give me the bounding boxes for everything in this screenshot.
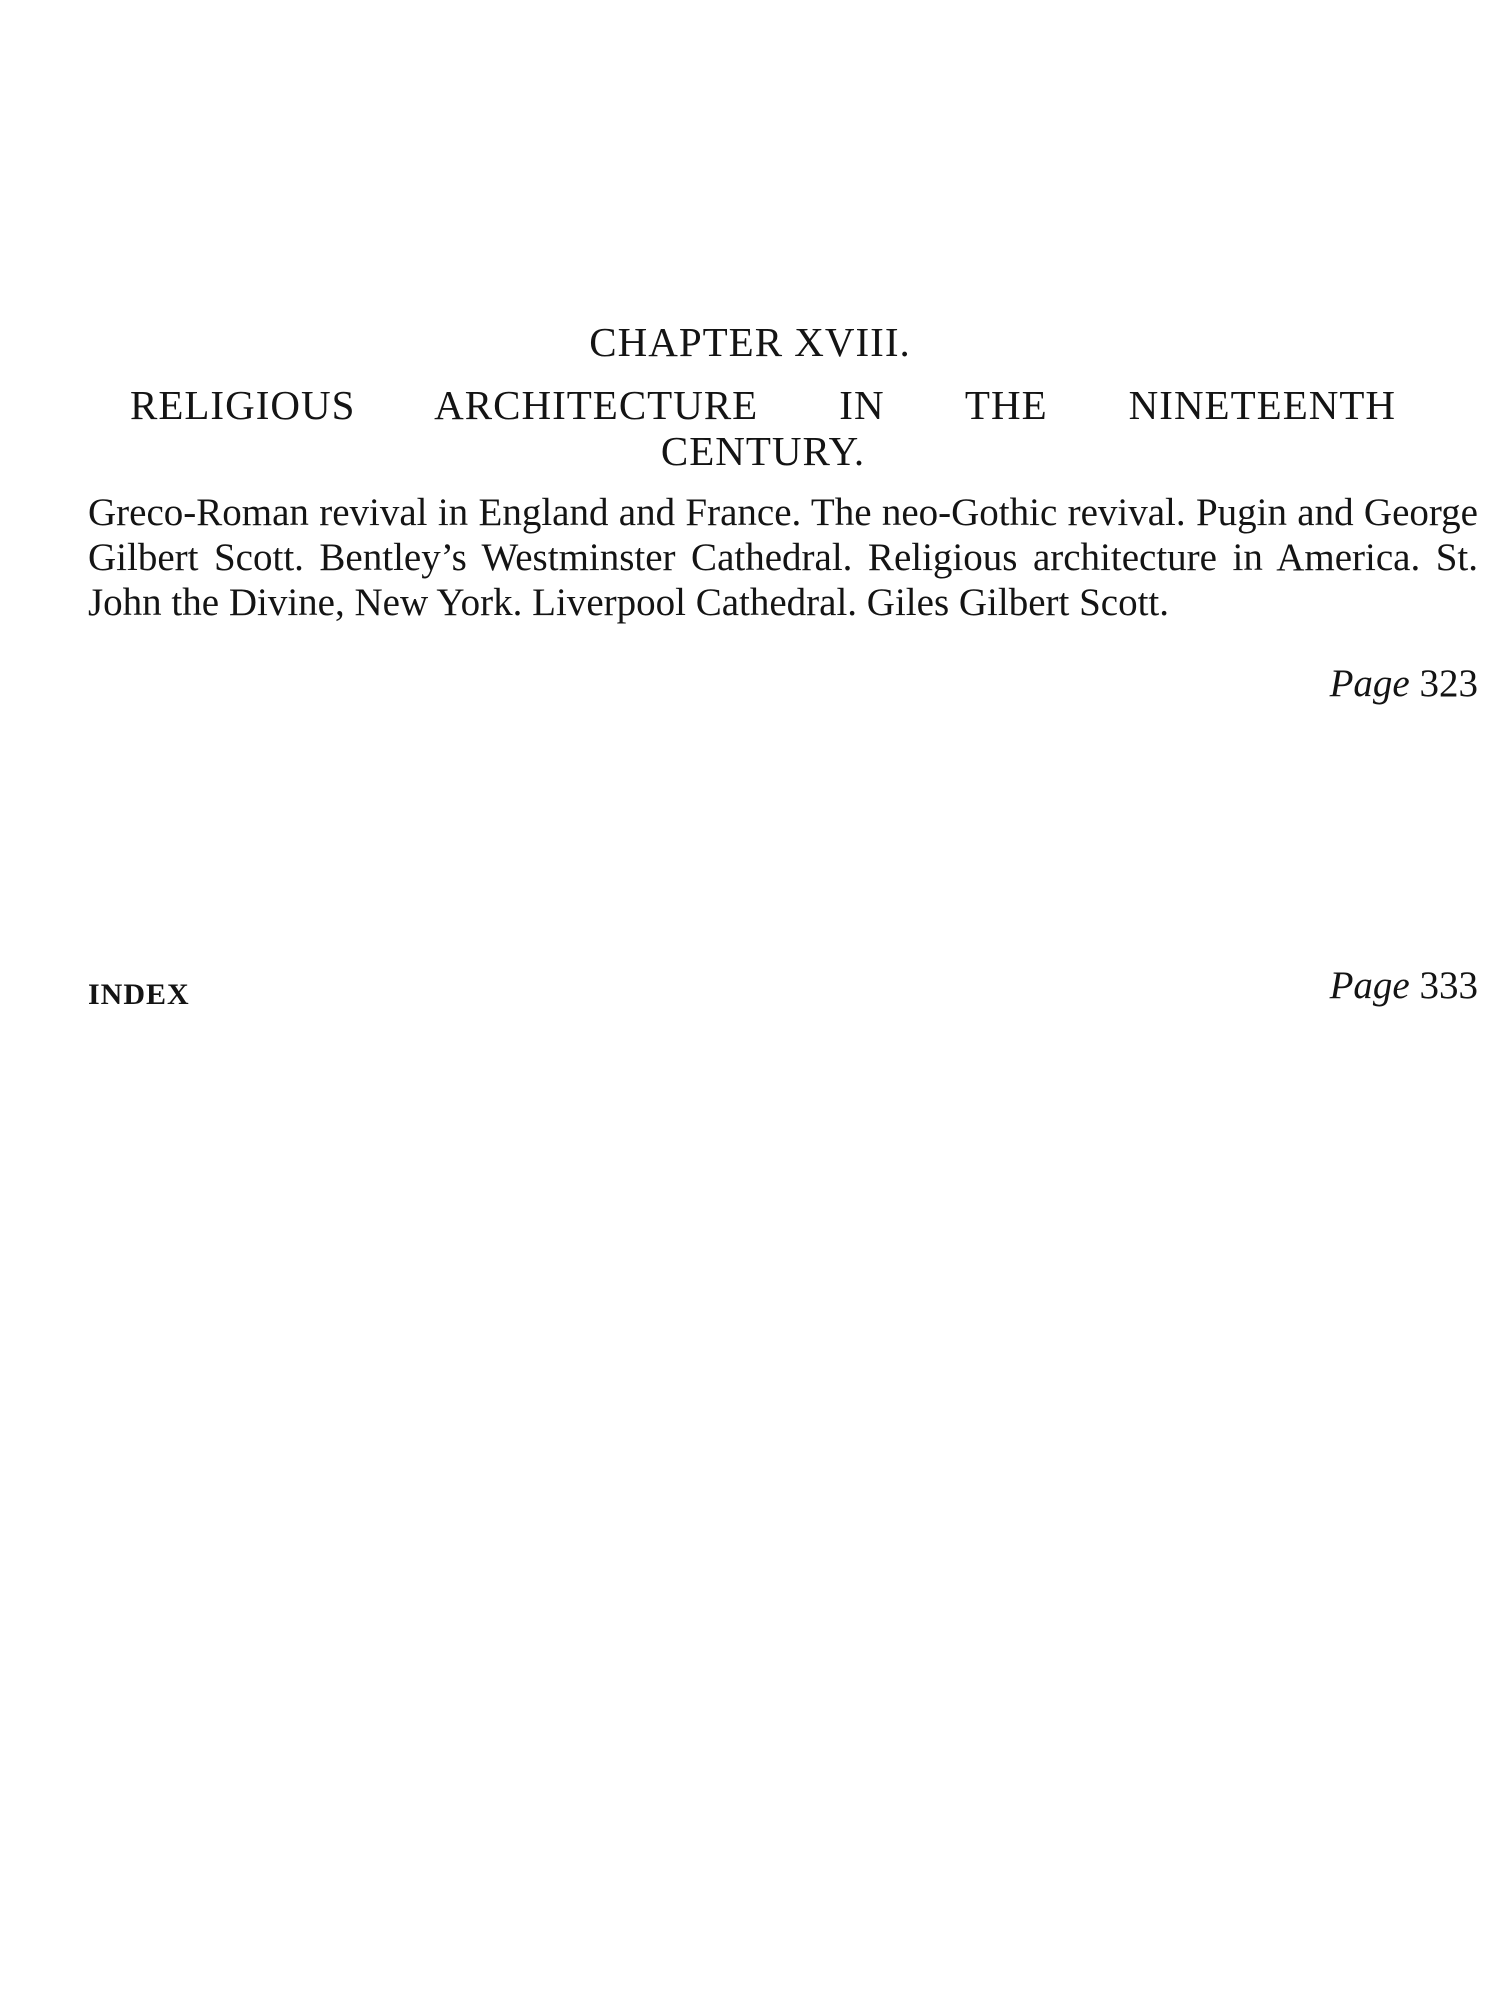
chapter-page-reference bbox=[1330, 664, 1478, 703]
page-number: 333 bbox=[1419, 964, 1478, 1007]
chapter-heading: CHAPTER XVIII. bbox=[589, 319, 911, 365]
page-word: Page bbox=[1329, 964, 1410, 1007]
chapter-summary: Greco-Roman revival in England and France. The neo-Gothic revival. Pugin and George Gilbert Scott. Bentley’s Westminster Cathedral. Religious architecture in America. St. John the Divine, New York. Liverpool Cathedral. Giles Gilbert Scott. bbox=[88, 491, 1478, 624]
chapter-title bbox=[130, 382, 1396, 474]
page-number: 323 bbox=[1419, 662, 1478, 705]
index-page-reference bbox=[1330, 966, 1478, 1005]
chapter-title-line-1: RELIGIOUS ARCHITECTURE IN THE NINETEENTH bbox=[130, 382, 1396, 428]
chapter-title-line-2: CENTURY. bbox=[660, 428, 866, 474]
page-word: Page bbox=[1329, 662, 1410, 705]
index-label: INDEX bbox=[88, 978, 190, 1011]
